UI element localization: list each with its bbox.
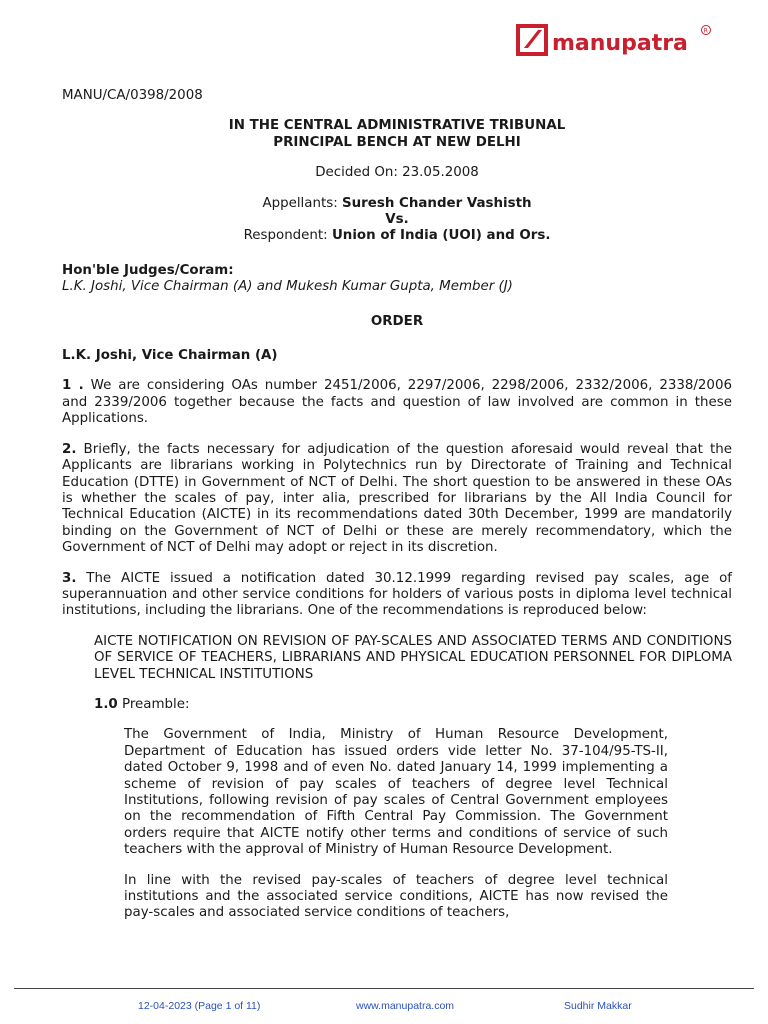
preamble-heading [94, 697, 732, 713]
footer-date-page: 12-04-2023 (Page 1 of 11) [138, 1000, 261, 1012]
respondent-name: Union of India (UOI) and Ors. [331, 228, 551, 244]
logo-wordmark: manupatra [552, 31, 688, 56]
respondent-label: Respondent: [243, 228, 328, 244]
manupatra-logo [516, 20, 716, 60]
author-judge: L.K. Joshi, Vice Chairman (A) [62, 348, 278, 364]
order-heading: ORDER [370, 313, 424, 329]
appellants-line [62, 196, 732, 212]
logo-mark-slash [524, 30, 542, 48]
court-name: IN THE CENTRAL ADMINISTRATIVE TRIBUNAL [228, 118, 566, 134]
judges-names: L.K. Joshi, Vice Chairman (A) and Mukesh Kumar Gupta, Member (J) [62, 279, 513, 295]
judgment-body [62, 88, 732, 922]
respondent-line [62, 228, 732, 244]
footer-user: Sudhir Makkar [564, 1000, 632, 1012]
decided-on: Decided On: 23.05.2008 [315, 165, 479, 181]
appellants-name: Suresh Chander Vashisth [341, 195, 532, 211]
quoted-paragraph-2: In line with the revised pay-scales of teachers of degree level technical institutions and the associated service conditions, AICTE has now revised the pay-scales and associated service conditions of teachers, [124, 872, 668, 921]
judges-heading: Hon'ble Judges/Coram: [62, 262, 234, 278]
paragraph-1 [62, 378, 732, 427]
paragraph-1-text: We are considering OAs number 2451/2006, 2297/2006, 2298/2006, 2332/2006, 2338/2006 and 2339/2006 together because the facts and question of law involved are common in these Applications. [62, 378, 732, 427]
paragraph-2 [62, 442, 732, 557]
appellants-label: Appellants: [262, 195, 338, 211]
preamble-label: Preamble: [122, 696, 190, 712]
paragraph-3-text: The AICTE issued a notification dated 30.12.1999 regarding revised pay scales, age of superannuation and other service conditions for holders of various posts in diploma level technical institutions, including the librarians. One of the recommendations is reproduced below: [62, 570, 732, 619]
quoted-notification-heading: AICTE NOTIFICATION ON REVISION OF PAY-SCALES AND ASSOCIATED TERMS AND CONDITIONS OF SERVICE OF TEACHERS, LIBRARIANS AND PHYSICAL EDUCATION PERSONNEL FOR DIPLOMA LEVEL TECHNICAL INSTITUTIONS [94, 633, 732, 682]
preamble-number: 1.0 [94, 696, 118, 712]
citation: MANU/CA/0398/2008 [62, 88, 203, 103]
versus: Vs. [385, 212, 409, 228]
quoted-paragraph-1: The Government of India, Ministry of Human Resource Development, Department of Education has issued orders vide letter No. 37-104/95-TS-II, dated October 9, 1998 and of even No. dated January 14, 1999 implementing a scheme of revision of pay scales of teachers of degree level Technical Institutions, following revision of pay scales of Central Government employees on the recommendation of Fifth Central Pay Commission. The Government orders require that AICTE notify other terms and conditions of service of such teachers with the approval of Ministry of Human Resource Development. [124, 727, 668, 858]
bench-name: PRINCIPAL BENCH AT NEW DELHI [273, 134, 521, 150]
paragraph-3 [62, 571, 732, 620]
paragraph-2-number: 2. [62, 441, 77, 457]
footer-website-link[interactable]: www.manupatra.com [356, 1000, 455, 1012]
footer-divider [14, 988, 754, 989]
paragraph-1-number: 1 . [62, 378, 84, 394]
registered-mark-r: R [703, 27, 708, 35]
paragraph-2-text: Briefly, the facts necessary for adjudication of the question aforesaid would reveal that the Applicants are librarians working in Polytechnics run by Directorate of Training and Technical Education (DTTE) in Government of NCT of Delhi. The short question to be answered in these OAs is whether the scales of pay, inter alia, prescribed for librarians by the All India Council for Technical Education (AICTE) in its recommendations dated 30th December, 1999 are mandatorily binding on the Government of NCT of Delhi or these are merely recommendatory, which the Government of NCT of Delhi may adopt or reject in its discretion. [62, 441, 732, 556]
paragraph-3-number: 3. [62, 570, 77, 586]
